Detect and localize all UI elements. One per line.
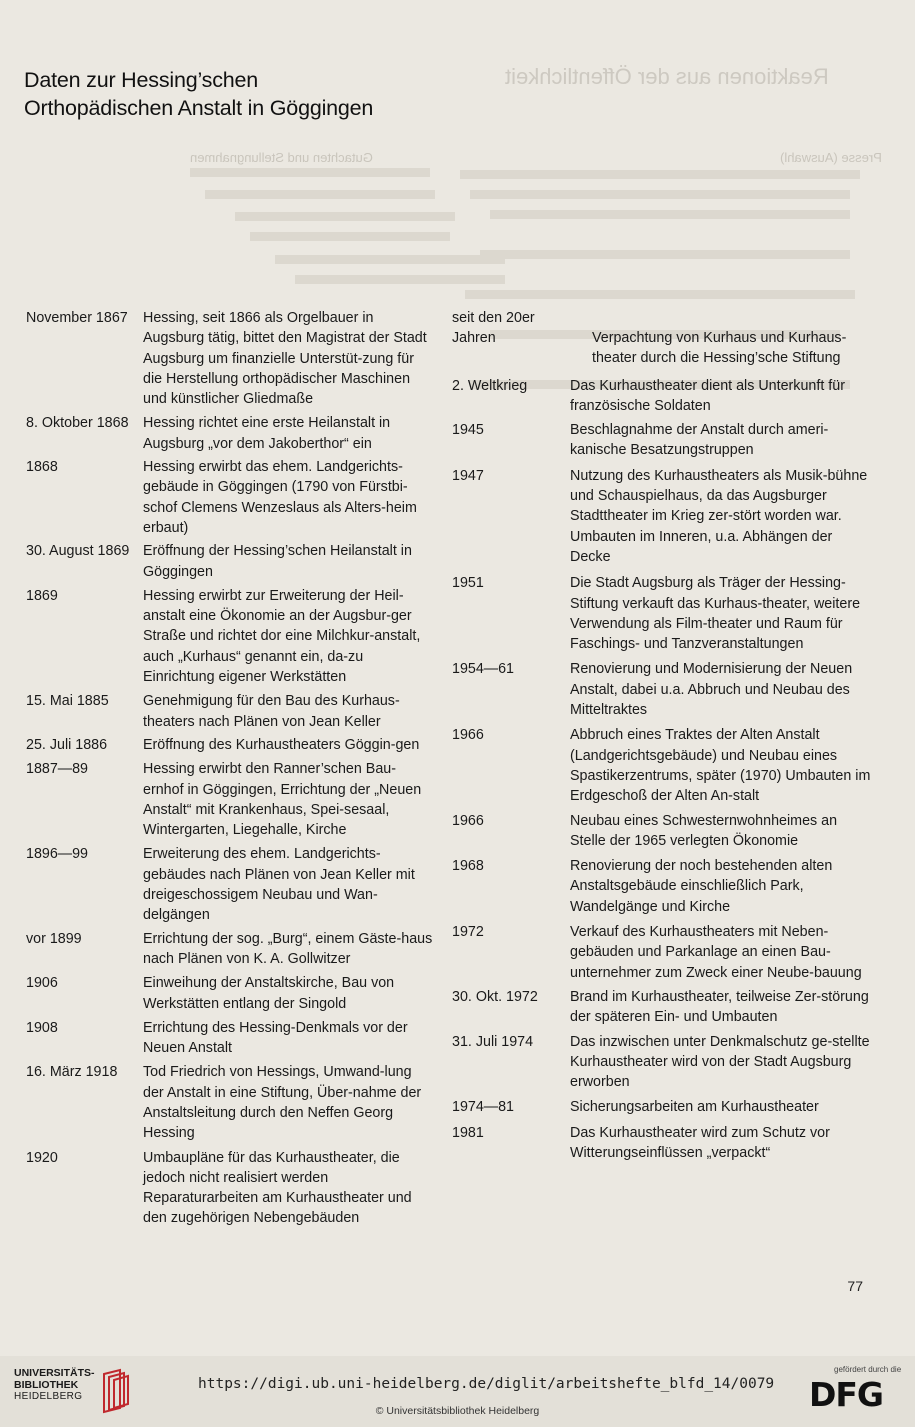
entry-text: Hessing, seit 1866 als Orgelbauer in Augsburg tätig, bittet den Magistrat der Stadt Augsburg um finanzielle Unterstüt-zung für die Herstellung orthopädischer Maschinen und künstlicher Gliedmaße bbox=[143, 310, 427, 408]
entry-text: Hessing erwirbt den Ranner’schen Bau-ernhof in Göggingen, Errichtung der „Neuen Anstalt“ mit Krankenhaus, Spei-sesaal, Wintergarten, Liegehalle, Kirche bbox=[143, 761, 422, 839]
entry-date: 1981 bbox=[452, 1124, 484, 1141]
timeline-entry bbox=[452, 811, 872, 852]
entry-date: 1945 bbox=[452, 422, 484, 439]
entry-date: 1896—99 bbox=[26, 846, 89, 863]
permalink-url[interactable]: https://digi.ub.uni-heidelberg.de/diglit/arbeitshefte_blfd_14/0079 bbox=[198, 1376, 775, 1392]
entry-date: 25. Juli 1886 bbox=[26, 736, 108, 753]
entry-date: 1887—89 bbox=[26, 761, 89, 778]
timeline-entry bbox=[452, 1097, 872, 1117]
entry-text: Hessing erwirbt das ehem. Landgerichts-gebäude in Göggingen (1790 von Fürstbi-schof Clemens Wenzeslaus als Alters-heim erbaut) bbox=[143, 459, 417, 536]
library-line-2: BIBLIOTHEK bbox=[14, 1378, 79, 1391]
entry-text: Umbaupläne für das Kurhaustheater, die jedoch nicht realisiert werden Reparaturarbeiten am Kurhaustheater und den zugehörigen Nebengebäuden bbox=[143, 1149, 412, 1227]
library-name bbox=[14, 1368, 95, 1403]
entry-text: Errichtung des Hessing-Denkmals vor der Neuen Anstalt bbox=[143, 1019, 408, 1057]
dfg-logo: DFG bbox=[809, 1375, 884, 1414]
timeline-entry bbox=[26, 1018, 436, 1059]
timeline-entry bbox=[26, 586, 436, 687]
entry-date: 31. Juli 1974 bbox=[452, 1033, 534, 1050]
entry-text: Hessing richtet eine erste Heilanstalt in Augsburg „vor dem Jakoberthor“ ein bbox=[143, 415, 391, 452]
entry-date: 30. Okt. 1972 bbox=[452, 988, 538, 1005]
timeline-entry bbox=[26, 1062, 436, 1143]
entry-text: Das Kurhaustheater wird zum Schutz vor Witterungseinflüssen „verpackt“ bbox=[570, 1124, 830, 1161]
entry-date: 1906 bbox=[26, 975, 58, 992]
entry-text: Renovierung der noch bestehenden alten Anstaltsgebäude einschließlich Park, Wandelgänge und Kirche bbox=[570, 858, 833, 915]
entry-text: Erweiterung des ehem. Landgerichts-gebäudes nach Plänen von Jean Keller mit dreigeschossigem Neubau und Wan-delgängen bbox=[143, 846, 415, 924]
entry-date: 1869 bbox=[26, 587, 58, 604]
timeline-entry bbox=[26, 541, 436, 582]
library-line-1: UNIVERSITÄTS- bbox=[14, 1367, 95, 1379]
timeline-entry bbox=[452, 466, 872, 567]
title-line-2: Orthopädischen Anstalt in Göggingen bbox=[24, 96, 374, 120]
entry-text: Verkauf des Kurhaustheaters mit Neben-gebäuden und Parkanlage an einen Bau-unternehmer zum Zweck einer Neube-bauung bbox=[570, 924, 862, 981]
funded-by-label: gefördert durch die bbox=[834, 1365, 902, 1374]
entry-text: Hessing erwirbt zur Erweiterung der Heil-anstalt eine Ökonomie an der Augsbur-ger Straße und richtet dor eine Milchkur-anstalt, auch „Kurhaus“ genannt ein, da-zu Einrichtung eigener Werkstätten bbox=[143, 587, 421, 686]
timeline-entry bbox=[26, 973, 436, 1014]
entry-text: Eröffnung des Kurhaustheaters Göggin-gen bbox=[143, 736, 420, 753]
entry-date: vor 1899 bbox=[26, 930, 82, 947]
entry-date: 1951 bbox=[452, 575, 484, 592]
timeline-entry bbox=[452, 308, 872, 369]
entry-text: Sicherungsarbeiten am Kurhaustheater bbox=[570, 1099, 819, 1116]
timeline-entry bbox=[26, 1148, 436, 1229]
library-line-3: HEIDELBERG bbox=[14, 1391, 83, 1402]
entry-text: Neubau eines Schwesternwohnheimes an Stelle der 1965 verlegten Ökonomie bbox=[570, 812, 838, 849]
entry-date: 8. Oktober 1868 bbox=[26, 415, 129, 432]
entry-date: seit den 20er Jahren bbox=[452, 310, 535, 347]
entry-text: Das Kurhaustheater dient als Unterkunft für französische Soldaten bbox=[570, 377, 845, 414]
entry-date: 1954—61 bbox=[452, 661, 515, 678]
entry-text: Genehmigung für den Bau des Kurhaus-theaters nach Plänen von Jean Keller bbox=[143, 693, 400, 730]
entry-text: Einweihung der Anstaltskirche, Bau von Werkstätten entlang der Singold bbox=[143, 975, 395, 1012]
timeline-entry bbox=[452, 1123, 872, 1164]
entry-date: 1920 bbox=[26, 1149, 58, 1166]
entry-date: 15. Mai 1885 bbox=[26, 693, 109, 710]
timeline-left-column bbox=[26, 308, 436, 1229]
entry-date: 1974—81 bbox=[452, 1099, 515, 1116]
bleed-through-heading: Reaktionen aus der Öffentlichkeit bbox=[505, 64, 829, 89]
entry-text: Verpachtung von Kurhaus und Kurhaus-theater durch die Hessing’sche Stiftung bbox=[592, 330, 847, 367]
timeline-entry bbox=[26, 413, 436, 454]
timeline-entry bbox=[452, 659, 872, 720]
page-number: 77 bbox=[847, 1278, 863, 1294]
viewer-footer bbox=[0, 1356, 915, 1427]
entry-text: Die Stadt Augsburg als Träger der Hessing-Stiftung verkauft das Kurhaus-theater, weitere Verwendung als Film-theater und Raum für Faschings- und Tanzveranstaltungen bbox=[570, 575, 861, 653]
entry-text: Das inzwischen unter Denkmalschutz ge-stellte Kurhaustheater wird von der Stadt Augsburg erworben bbox=[570, 1033, 870, 1091]
timeline-entry bbox=[26, 929, 436, 970]
entry-date: 1908 bbox=[26, 1019, 58, 1036]
entry-text: Tod Friedrich von Hessings, Umwand-lung der Anstalt in eine Stiftung, Über-nahme der Anstaltsleitung durch den Neffen Georg Hessing bbox=[143, 1064, 422, 1142]
entry-date: 16. März 1918 bbox=[26, 1064, 118, 1081]
timeline-entry bbox=[452, 376, 872, 417]
entry-text: Eröffnung der Hessing’schen Heilanstalt in Göggingen bbox=[143, 543, 412, 580]
entry-text: Errichtung der sog. „Burg“, einem Gäste-haus nach Plänen von K. A. Gollwitzer bbox=[143, 930, 433, 967]
timeline-entry bbox=[452, 725, 872, 806]
timeline-entry bbox=[452, 420, 872, 461]
timeline-entry bbox=[452, 573, 872, 654]
copyright-notice: © Universitätsbibliothek Heidelberg bbox=[375, 1405, 540, 1417]
timeline-entry bbox=[26, 691, 436, 732]
timeline-entry bbox=[26, 844, 436, 925]
bleed-through-subheading: Gutachten und Stellungnahmen bbox=[190, 150, 373, 165]
timeline-entry bbox=[26, 735, 436, 755]
entry-date: 30. August 1869 bbox=[26, 543, 130, 560]
timeline-entry bbox=[26, 457, 436, 538]
entry-text: Nutzung des Kurhaustheaters als Musik-bühne und Schauspielhaus, da das Augsburger Stadttheater im Krieg zer-stört worden war. Umbauten im Inneren, u.a. Abhängen der Decke bbox=[570, 467, 868, 565]
entry-date: 2. Weltkrieg bbox=[452, 377, 528, 394]
timeline-entry bbox=[452, 922, 872, 983]
timeline-entry bbox=[26, 759, 436, 840]
timeline-entry bbox=[452, 856, 872, 917]
bleed-through-subheading: Presse (Auswahl) bbox=[780, 150, 882, 165]
timeline-entry bbox=[26, 308, 436, 409]
entry-date: 1947 bbox=[452, 467, 484, 484]
entry-text: Beschlagnahme der Anstalt durch ameri-kanische Besatzungstruppen bbox=[570, 422, 829, 459]
entry-date: 1972 bbox=[452, 924, 484, 941]
entry-text: Abbruch eines Traktes der Alten Anstalt (Landgerichtsgebäude) und Neubau eines Spastikerzentrums, später (1970) Umbauten im Erdgeschoß der Alten An-stalt bbox=[570, 727, 871, 805]
page-title bbox=[24, 66, 373, 122]
entry-text: Renovierung und Modernisierung der Neuen Anstalt, dabei u.a. Abbruch und Neubau des Mitteltraktes bbox=[570, 661, 853, 719]
entry-date: 1868 bbox=[26, 459, 58, 476]
timeline-entry bbox=[452, 1032, 872, 1093]
timeline-entry bbox=[452, 987, 872, 1028]
entry-date: 1966 bbox=[452, 727, 484, 744]
timeline-right-column bbox=[452, 308, 872, 1163]
entry-text: Brand im Kurhaustheater, teilweise Zer-störung der späteren Ein- und Umbauten bbox=[570, 988, 869, 1026]
entry-date: 1966 bbox=[452, 812, 484, 829]
entry-date: 1968 bbox=[452, 858, 484, 875]
title-line-1: Daten zur Hessing’schen bbox=[24, 68, 259, 92]
entry-date: November 1867 bbox=[26, 310, 128, 326]
